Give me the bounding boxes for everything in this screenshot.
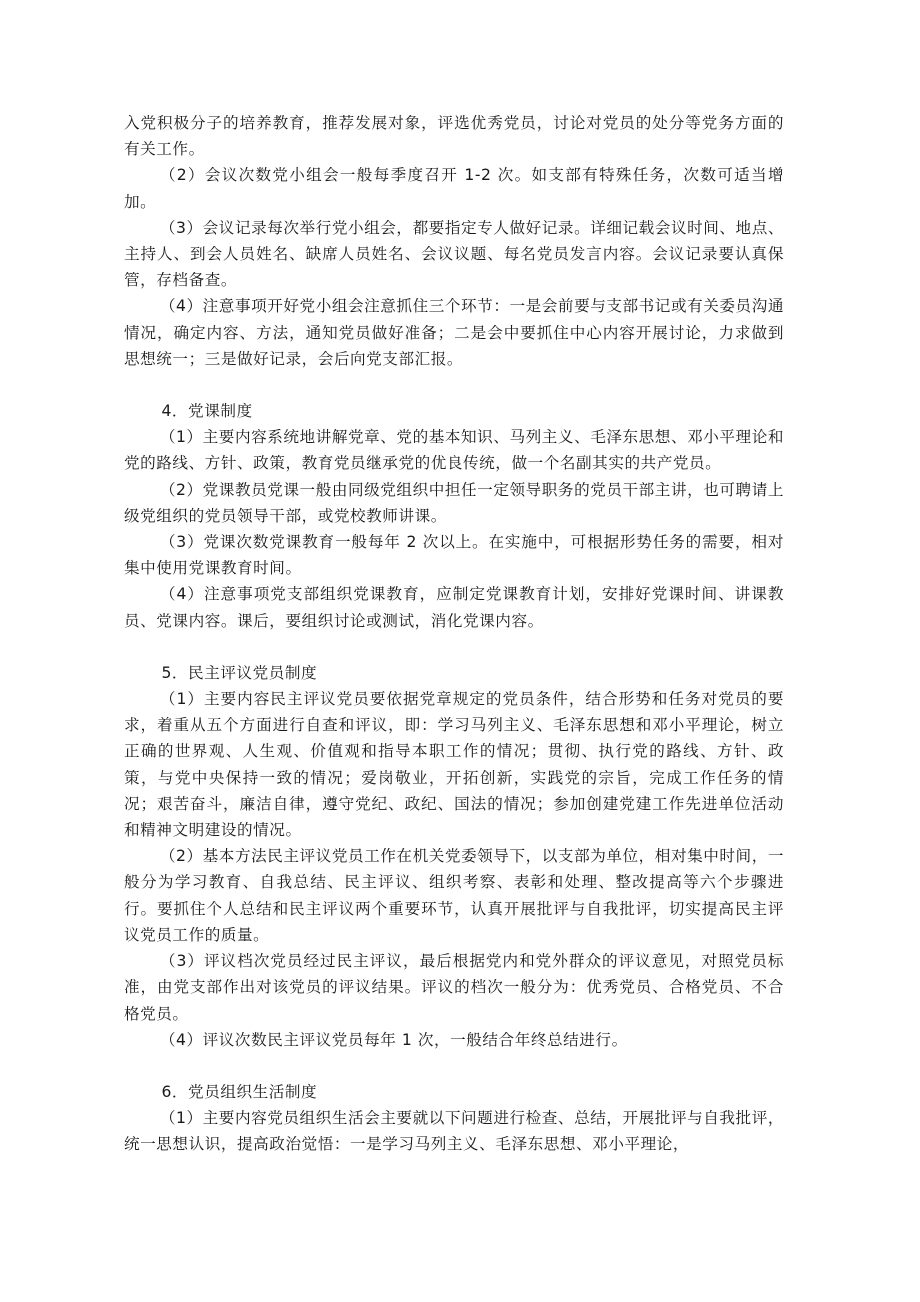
paragraph-review-grades: （3）评议档次党员经过民主评议，最后根据党内和党外群众的评议意见，对照党员标准，由党支部作出对该党员的评议结果。评议的档次一般分为：优秀党员、合格党员、不合格党员。 — [124, 952, 784, 1023]
section-heading-democratic-review: 5．民主评议党员制度 — [161, 663, 318, 682]
paragraph-continuation: 入党积极分子的培养教育，推荐发展对象，评选优秀党员，讨论对党员的处分等党务方面的有关工作。 — [124, 114, 784, 159]
paragraph-organizational-life-content: （1）主要内容党员组织生活会主要就以下问题进行检查、总结，开展批评与自我批评，统一思想认识，提高政治觉悟：一是学习马列主义、毛泽东思想、邓小平理论， — [124, 1109, 784, 1154]
paragraph-lecture-notes: （4）注意事项党支部组织党课教育，应制定党课教育计划，安排好党课时间、讲课教员、党课内容。课后，要组织讨论或测试，消化党课内容。 — [124, 585, 784, 630]
section-heading-organizational-life: 6．党员组织生活制度 — [161, 1082, 318, 1101]
paragraph-meeting-notes: （4）注意事项开好党小组会注意抓住三个环节：一是会前要与支部书记或有关委员沟通情况，确定内容、方法，通知党员做好准备；二是会中要抓住中心内容开展讨论，力求做到思想统一；三是做好记录，会后向党支部汇报。 — [124, 297, 784, 368]
paragraph-review-content: （1）主要内容民主评议党员要依据党章规定的党员条件，结合形势和任务对党员的要求，着重从五个方面进行自查和评议，即：学习马列主义、毛泽东思想和邓小平理论，树立正确的世界观、人生观、价值观和指导本职工作的情况；贯彻、执行党的路线、方针、政策，与党中央保持一致的情况；爱岗敬业，开拓创新，实践党的宗旨，完成工作任务的情况；艰苦奋斗，廉洁自律，遵守党纪、政纪、国法的情况；参加创建党建工作先进单位活动和精神文明建设的情况。 — [124, 690, 784, 840]
paragraph-lecture-frequency: （3）党课次数党课教育一般每年 2 次以上。在实施中，可根据形势任务的需要，相对集中使用党课教育时间。 — [124, 533, 784, 578]
paragraph-meeting-minutes: （3）会议记录每次举行党小组会，都要指定专人做好记录。详细记载会议时间、地点、主持人、到会人员姓名、缺席人员姓名、会议议题、每名党员发言内容。会议记录要认真保管，存档备查。 — [124, 218, 784, 290]
paragraph-lecture-content: （1）主要内容系统地讲解党章、党的基本知识、马列主义、毛泽东思想、邓小平理论和党的路线、方针、政策，教育党员继承党的优良传统，做一个名副其实的共产党员。 — [124, 428, 784, 473]
paragraph-review-frequency: （4）评议次数民主评议党员每年 1 次，一般结合年终总结进行。 — [159, 1030, 628, 1049]
paragraph-meeting-frequency: （2）会议次数党小组会一般每季度召开 1-2 次。如支部有特殊任务，次数可适当增加。 — [124, 166, 784, 211]
paragraph-lecture-teachers: （2）党课教员党课一般由同级党组织中担任一定领导职务的党员干部主讲，也可聘请上级党组织的党员领导干部，或党校教师讲课。 — [124, 480, 784, 525]
paragraph-review-method: （2）基本方法民主评议党员工作在机关党委领导下，以支部为单位，相对集中时间，一般分为学习教育、自我总结、民主评议、组织考察、表彰和处理、整改提高等六个步骤进行。要抓住个人总结和民主评议两个重要环节，认真开展批评与自我批评，切实提高民主评议党员工作的质量。 — [124, 847, 784, 944]
document-page — [124, 110, 784, 1158]
section-heading-party-lecture: 4．党课制度 — [161, 402, 253, 421]
